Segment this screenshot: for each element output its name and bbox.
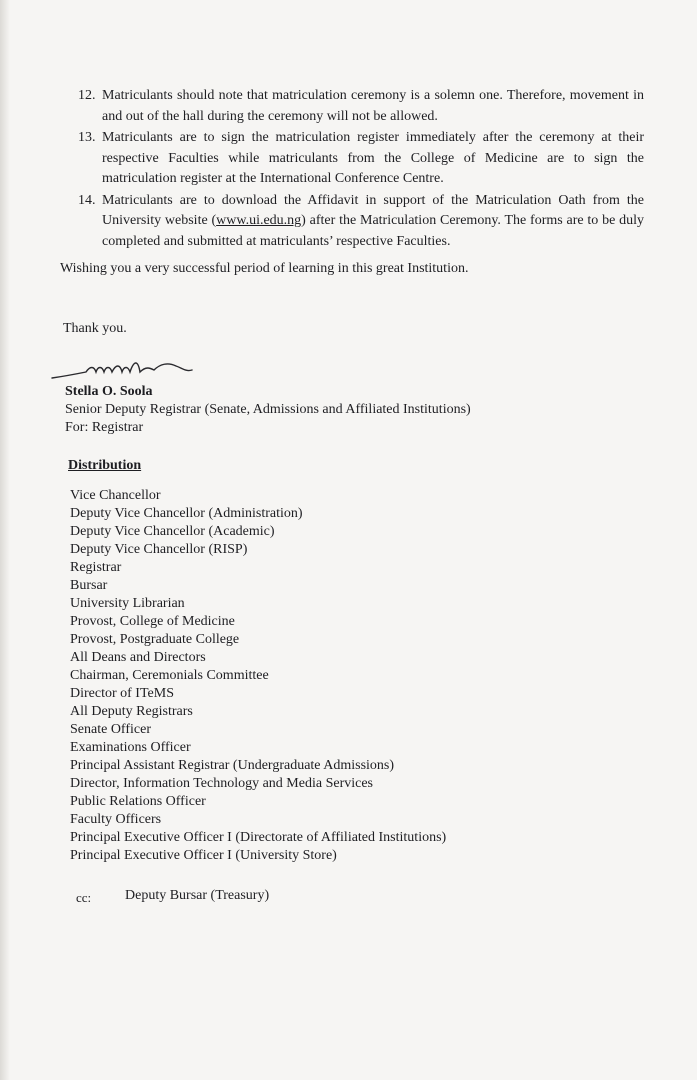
distribution-item: Principal Executive Officer I (University Store) bbox=[70, 848, 337, 863]
distribution-item: Director, Information Technology and Media Services bbox=[70, 776, 373, 791]
distribution-item: Principal Assistant Registrar (Undergraduate Admissions) bbox=[70, 758, 395, 773]
university-website-link[interactable]: www.ui.edu.ng bbox=[216, 213, 302, 228]
distribution-item: Deputy Vice Chancellor (Academic) bbox=[70, 524, 275, 539]
distribution-item: Chairman, Ceremonials Committee bbox=[70, 668, 269, 683]
list-item bbox=[74, 128, 644, 190]
distribution-item: University Librarian bbox=[70, 596, 185, 611]
distribution-item: Vice Chancellor bbox=[70, 488, 161, 503]
item-text-before: Matriculants are to download the Affidavit in support of the Matriculation Oath from the University website ( bbox=[102, 192, 644, 228]
distribution-item: All Deputy Registrars bbox=[70, 704, 193, 719]
closing-wishing: Wishing you a very successful period of learning in this great Institution. bbox=[60, 261, 469, 276]
item-text-after: ) after the Matriculation Ceremony. The forms are to be duly completed and submitted at matriculants’ respective Faculties. bbox=[102, 213, 644, 249]
signatory-for: For: Registrar bbox=[65, 420, 144, 435]
distribution-item: Registrar bbox=[70, 560, 122, 575]
item-number: 13. bbox=[78, 130, 96, 145]
list-item bbox=[74, 191, 644, 253]
item-number: 14. bbox=[78, 192, 96, 208]
cc-value: Deputy Bursar (Treasury) bbox=[125, 888, 270, 903]
distribution-item: Faculty Officers bbox=[70, 812, 162, 827]
distribution-item: Deputy Vice Chancellor (RISP) bbox=[70, 542, 248, 557]
distribution-item: Public Relations Officer bbox=[70, 794, 206, 809]
signatory-title: Senior Deputy Registrar (Senate, Admissions and Affiliated Institutions) bbox=[65, 402, 471, 417]
item-text: Matriculants are to sign the matriculation register immediately after the ceremony at their respective Faculties while matriculants from the College of Medicine are to sign the matriculation register at the International Conference Centre. bbox=[102, 130, 644, 186]
handwritten-signature bbox=[46, 356, 206, 386]
page-edge-shadow bbox=[0, 0, 10, 1080]
list-item bbox=[74, 86, 644, 127]
signatory-name: Stella O. Soola bbox=[65, 384, 153, 399]
signatory-block bbox=[65, 383, 471, 437]
distribution-item: Senate Officer bbox=[70, 722, 151, 737]
distribution-list bbox=[70, 487, 446, 865]
closing-thanks: Thank you. bbox=[63, 321, 127, 336]
distribution-item: Examinations Officer bbox=[70, 740, 191, 755]
cc-label: cc: bbox=[76, 890, 92, 905]
distribution-item: Director of ITeMS bbox=[70, 686, 174, 701]
item-number: 12. bbox=[78, 88, 96, 103]
numbered-instructions bbox=[74, 86, 644, 253]
distribution-item: Principal Executive Officer I (Directorate of Affiliated Institutions) bbox=[70, 830, 447, 845]
distribution-heading: Distribution bbox=[68, 458, 142, 473]
distribution-item: Provost, Postgraduate College bbox=[70, 632, 240, 647]
distribution-item: Provost, College of Medicine bbox=[70, 614, 235, 629]
distribution-item: All Deans and Directors bbox=[70, 650, 206, 665]
distribution-item: Bursar bbox=[70, 578, 108, 593]
item-text: Matriculants should note that matriculation ceremony is a solemn one. Therefore, movement in and out of the hall during the ceremony will not be allowed. bbox=[102, 88, 644, 124]
distribution-item: Deputy Vice Chancellor (Administration) bbox=[70, 506, 303, 521]
